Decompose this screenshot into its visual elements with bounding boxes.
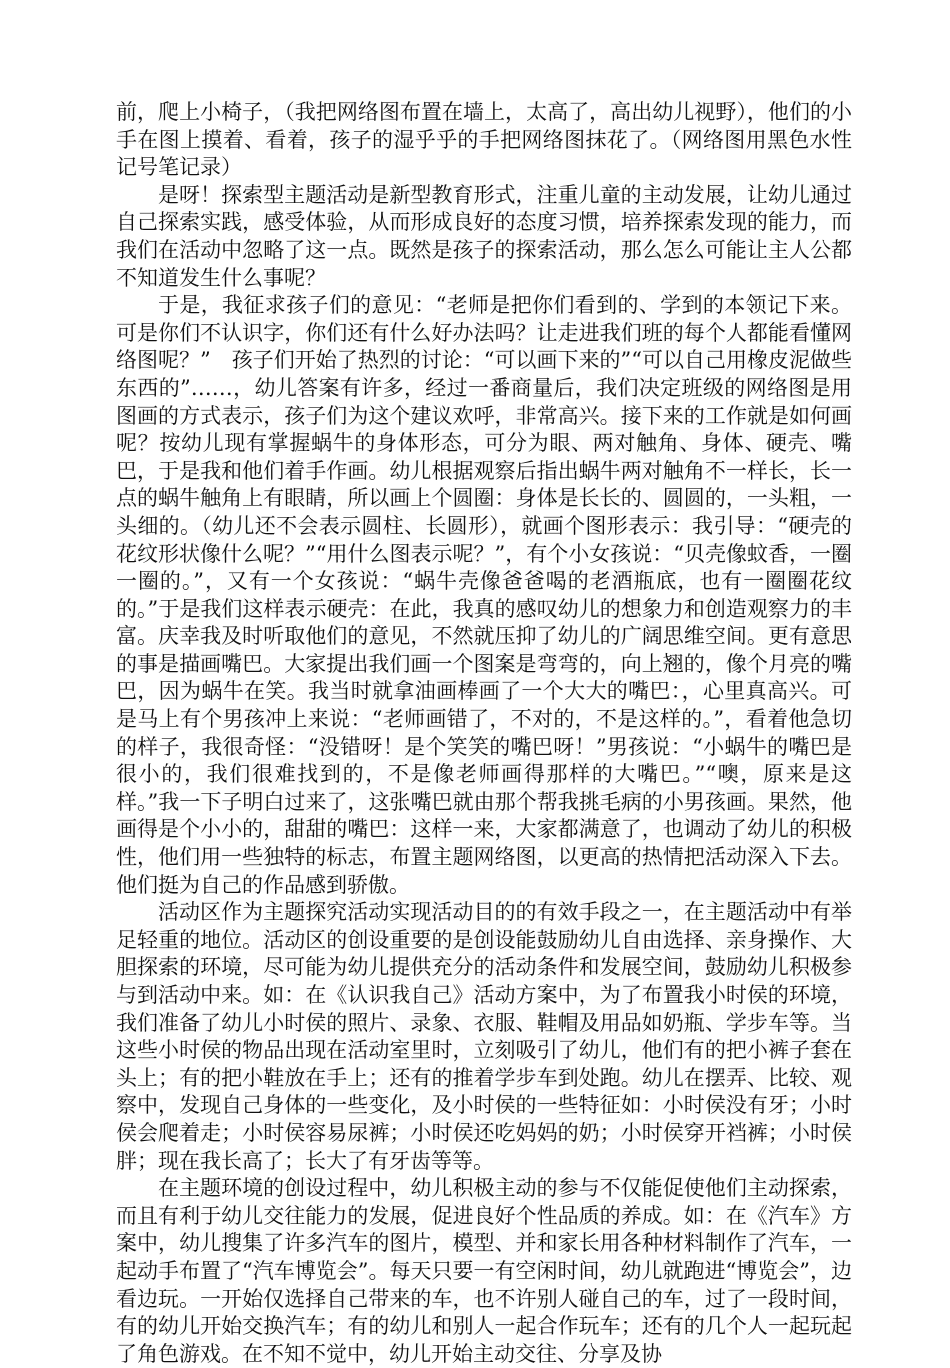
paragraph-car-expo: 在主题环境的创设过程中，幼儿积极主动的参与不仅能促使他们主动探索，而且有利于幼儿交往能力的发展，促进良好个性品质的养成。如：在《汽车》方案中，幼儿搜集了许多汽车的图片，模型、并和家长用各种材料制作了汽车，一起动手布置了“汽车博览会”。每天只要一有空闲时间，幼儿就跑进“博览会”，边看边玩。一开始仅选择自己带来的车，也不许别人碰自己的车，过了一段时间，有的幼儿开始交换汽车；有的幼儿和别人一起合作玩车；还有的几个人一起玩起了角色游戏。在不知不觉中，幼儿开始主动交往、分享及协 xyxy=(116,1176,852,1366)
paragraph-snail-network-drawing: 于是，我征求孩子们的意见：“老师是把你们看到的、学到的本领记下来。可是你们不认识字，你们还有什么好办法吗？让走进我们班的每个人都能看懂网络图呢？” 孩子们开始了热烈的讨论：“可以画下来的”“可以自己用橡皮泥做些东西的”……，幼儿答案有许多，经过一番商量后，我们决定班级的网络图是用图画的方式表示，孩子们为这个建议欢呼，非常高兴。接下来的工作就是如何画呢？按幼儿现有掌握蜗牛的身体形态，可分为眼、两对触角、身体、硬壳、嘴巴，于是我和他们着手作画。幼儿根据观察后指出蜗牛两对触角不一样长，长一点的蜗牛触角上有眼睛，所以画上个圆圈：身体是长长的、圆圆的，一头粗，一头细的。（幼儿还不会表示圆柱、长圆形），就画个图形表示：我引导：“硬壳的花纹形状像什么呢？”“用什么图表示呢？”，有个小女孩说：“贝壳像蚊香，一圈一圈的。”，又有一个女孩说：“蜗牛壳像爸爸喝的老酒瓶底，也有一圈圈花纹的。”于是我们这样表示硬壳：在此，我真的感叹幼儿的想象力和创造观察力的丰富。庆幸我及时听取他们的意见，不然就压抑了幼儿的广阔思维空间。更有意思的事是描画嘴巴。大家提出我们画一个图案是弯弯的，向上翘的，像个月亮的嘴巴，因为蜗牛在笑。我当时就拿油画棒画了一个大大的嘴巴：，心里真高兴。可是马上有个男孩冲上来说：“老师画错了，不对的，不是这样的。”，看着他急切的样子，我很奇怪：“没错呀！是个笑笑的嘴巴呀！”男孩说：“小蜗牛的嘴巴是很小的，我们很难找到的，不是像老师画得那样的大嘴巴。”“噢，原来是这样。”我一下子明白过来了，这张嘴巴就由那个帮我挑毛病的小男孩画。果然，他画得是个小小的，甜甜的嘴巴：这样一来，大家都满意了，也调动了幼儿的积极性，他们用一些独特的标志，布置主题网络图，以更高的热情把活动深入下去。他们挺为自己的作品感到骄傲。 xyxy=(116,293,852,897)
body-text xyxy=(116,99,852,1368)
paragraph-exploration-theme: 是呀！探索型主题活动是新型教育形式，注重儿童的主动发展，让幼儿通过自己探索实践，感受体验，从而形成良好的态度习惯，培养探索发现的能力，而我们在活动中忽略了这一点。既然是孩子的探索活动，那么怎么可能让主人公都不知道发生什么事呢？ xyxy=(116,182,852,290)
paragraph-activity-area: 活动区作为主题探究活动实现活动目的的有效手段之一，在主题活动中有举足轻重的地位。活动区的创设重要的是创设能鼓励幼儿自由选择、亲身操作、大胆探索的环境，尽可能为幼儿提供充分的活动条件和发展空间，鼓励幼儿积极参与到活动中来。如：在《认识我自己》活动方案中，为了布置我小时侯的环境，我们准备了幼儿小时侯的照片、录象、衣服、鞋帽及用品如奶瓶、学步车等。当这些小时侯的物品出现在活动室里时，立刻吸引了幼儿，他们有的把小裤子套在头上；有的把小鞋放在手上；还有的推着学步车到处跑。幼儿在摆弄、比较、观察中，发现自己身体的一些变化，及小时侯的一些特征如：小时侯没有牙；小时侯会爬着走；小时侯容易尿裤；小时侯还吃妈妈的奶；小时侯穿开裆裤；小时侯胖；现在我长高了；长大了有牙齿等等。 xyxy=(116,900,852,1173)
paragraph-continuation: 前，爬上小椅子，（我把网络图布置在墙上，太高了，高出幼儿视野），他们的小手在图上摸着、看着，孩子的湿乎乎的手把网络图抹花了。（网络图用黑色水性记号笔记录） xyxy=(116,100,852,180)
